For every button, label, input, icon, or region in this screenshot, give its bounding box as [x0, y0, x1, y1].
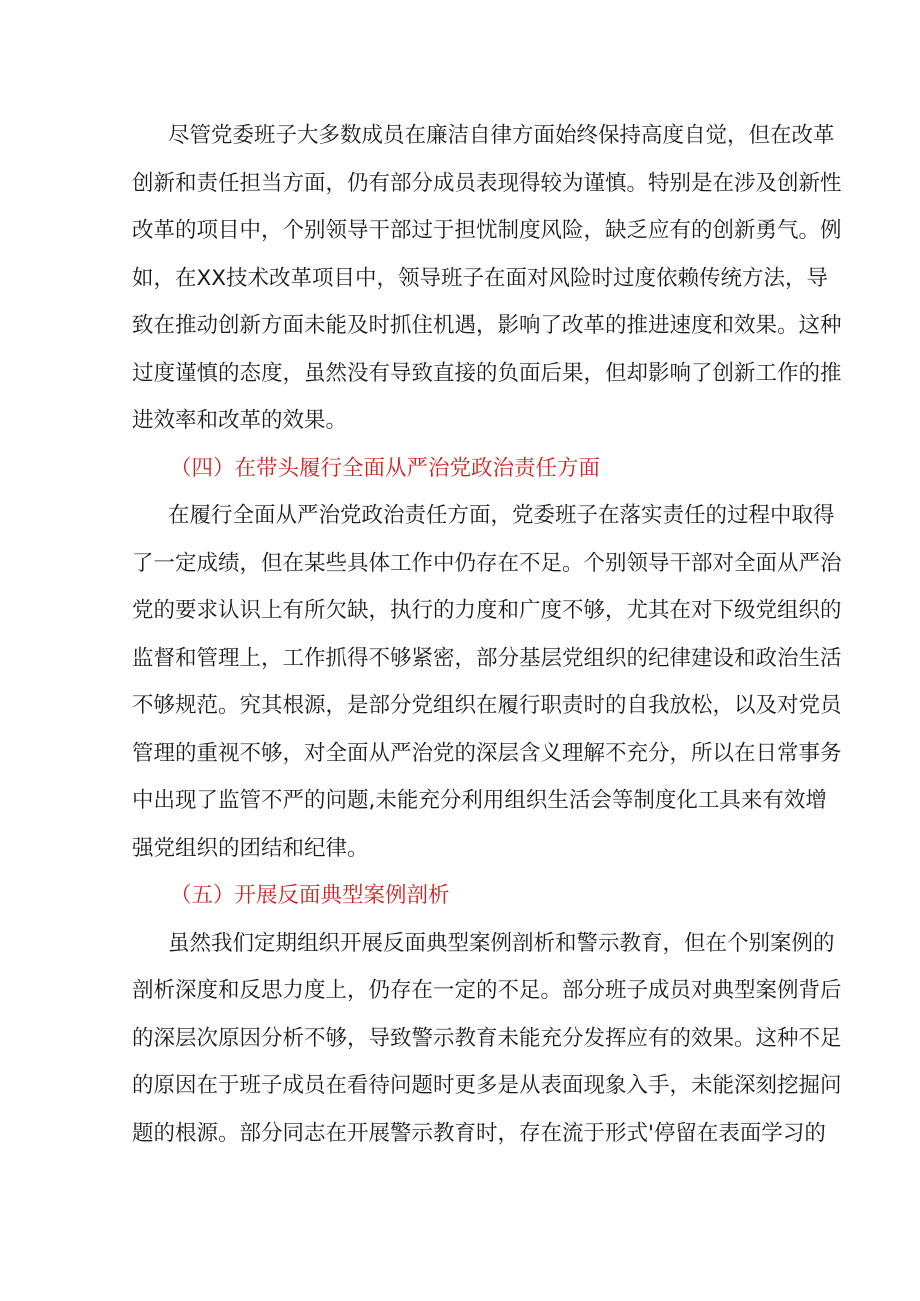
paragraph-line: 剖析深度和反思力度上，仍存在一定的不足。部分班子成员对典型案例背后	[132, 978, 842, 1003]
paragraph-case-analysis	[132, 920, 842, 1158]
paragraph-line: 创新和责任担当方面，仍有部分成员表现得较为谨慎。特别是在涉及创新性	[132, 170, 842, 196]
paragraph-line: 进效率和改革的效果。	[132, 408, 348, 433]
paragraph-line: 的原因在于班子成员在看待问题时更多是从表面现象入手，未能深刻挖掘问	[132, 1073, 842, 1098]
paragraph-line: 了一定成绩，但在某些具体工作中仍存在不足。个别领导干部对全面从严治	[132, 550, 842, 576]
paragraph-risk-caution	[132, 112, 842, 445]
paragraph-party-responsibility	[132, 492, 842, 872]
paragraph-line: 在履行全面从严治党政治责任方面，党委班子在落实责任的过程中取得	[168, 503, 835, 528]
paragraph-line: 强党组织的团结和纪律。	[132, 835, 369, 861]
section-heading-5: （五）开展反面典型案例剖析	[170, 883, 450, 908]
paragraph-line: 管理的重视不够，对全面从严治党的深层含义理解不充分，所以在日常事务	[132, 740, 842, 766]
paragraph-line: 不够规范。究其根源，是部分党组织在履行职责时的自我放松，以及对党员	[132, 693, 842, 718]
paragraph-line: 虽然我们定期组织开展反面典型案例剖析和警示教育，但在个别案例的	[168, 930, 835, 956]
paragraph-line: 党的要求认识上有所欠缺，执行的力度和广度不够，尤其在对下级党组织的	[132, 598, 842, 623]
paragraph-line: 致在推动创新方面未能及时抓住机遇，影响了改革的推进速度和效果。这种	[132, 313, 842, 338]
section-heading-4: （四）在带头履行全面从严治党政治责任方面	[170, 455, 601, 481]
paragraph-line: 改革的项目中，个别领导干部过于担忧制度风险，缺乏应有的创新勇气。例	[132, 218, 842, 243]
paragraph-line: 过度谨慎的态度，虽然没有导致直接的负面后果，但却影响了创新工作的推	[132, 360, 842, 386]
paragraph-line: 如，在XX技术改革项目中，领导班子在面对风险时过度依赖传统方法，导	[132, 265, 828, 291]
paragraph-line: 监督和管理上，工作抓得不够紧密，部分基层党组织的纪律建设和政治生活	[132, 645, 842, 671]
document-body	[132, 112, 842, 1157]
paragraph-line: 中出现了监管不严的问题,未能充分利用组织生活会等制度化工具来有效增	[132, 788, 827, 813]
paragraph-line: 尽管党委班子大多数成员在廉洁自律方面始终保持高度自觉，但在改革	[168, 123, 835, 148]
paragraph-line: 的深层次原因分析不够，导致警示教育未能充分发挥应有的效果。这种不足	[132, 1025, 842, 1051]
paragraph-line: 题的根源。部分同志在开展警示教育时，存在流于形式'停留在表面学习的	[132, 1120, 826, 1146]
